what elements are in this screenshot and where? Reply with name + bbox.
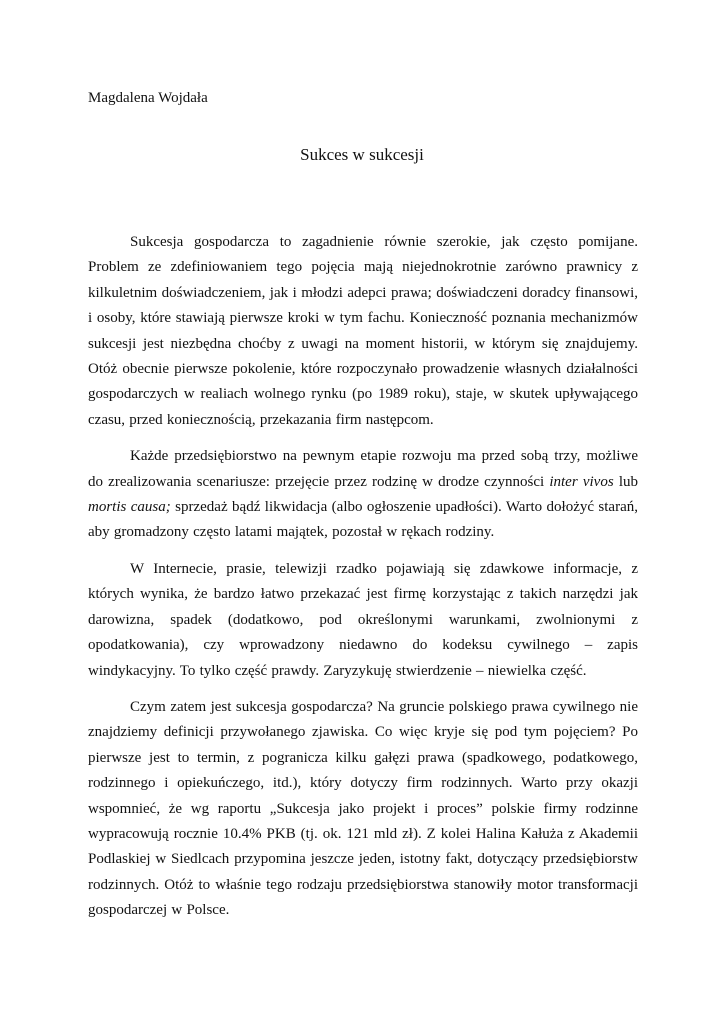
paragraph-2-text-after: sprzedaż bądź likwidacja (albo ogłoszenie upadłości). Warto dołożyć starań, aby gromadzony często latami majątek, pozostał w rękach rodziny. bbox=[88, 499, 638, 541]
paragraph-2-italic-inter-vivos: inter vivos bbox=[549, 473, 614, 490]
document-title: Sukces w sukcesji bbox=[300, 145, 424, 164]
paragraph-2-italic-mortis-causa: mortis causa; bbox=[88, 499, 171, 516]
paragraph-1: Sukcesja gospodarcza to zagadnienie równie szerokie, jak często pomijane. Problem ze zdefiniowaniem tego pojęcia mają niejednokrotnie zarówno prawnicy z kilkuletnim doświadczeniem, jak i młodzi adepci prawa; doświadczeni doradcy finansowi, i osoby, które stawiają pierwsze kroki w tym fachu. Konieczność poznania mechanizmów sukcesji jest niezbędna choćby z uwagi na moment historii, w którym się znajdujemy. Otóż obecnie pierwsze pokolenie, które rozpoczynało prowadzenie własnych działalności gospodarczych w realiach wolnego rynku (po 1989 roku), staje, w skutek upływającego czasu, przed koniecznością, przekazania firm następcom. bbox=[88, 234, 638, 428]
paragraph-2-text-middle: lub bbox=[613, 473, 638, 490]
paragraph-3: W Internecie, prasie, telewizji rzadko pojawiają się zdawkowe informacje, z których wynika, że bardzo łatwo przekazać jest firmę korzystając z takich narzędzi jak darowizna, spadek (dodatkowo, pod określonymi warunkami, zwolnionymi z opodatkowania), czy wprowadzony niedawno do kodeksu cywilnego – zapis windykacyjny. To tylko część prawdy. Zaryzykuję stwierdzenie – niewielka część. bbox=[88, 560, 638, 679]
paragraph-2 bbox=[88, 444, 638, 546]
paragraph-4: Czym zatem jest sukcesja gospodarcza? Na gruncie polskiego prawa cywilnego nie znajdziemy definicji przywołanego zjawiska. Co więc kryje się pod tym pojęciem? Po pierwsze jest to termin, z pogranicza kilku gałęzi prawa (spadkowego, podatkowego, rodzinnego i opiekuńczego, itd.), który dotyczy firm rodzinnych. Warto przy okazji wspomnieć, że wg raportu „Sukcesja jako projekt i proces” polskie firmy rodzinne wypracowują rocznie 10.4% PKB (tj. ok. 121 mld zł). Z kolei Halina Kałuża z Akademii Podlaskiej w Siedlcach przypomina jeszcze jeden, istotny fakt, dotyczący przedsiębiorstw rodzinnych. Otóż to właśnie tego rodzaju przedsiębiorstwa stanowiły motor transformacji gospodarczej w Polsce. bbox=[88, 698, 638, 919]
paragraph-2-text-before: Każde przedsiębiorstwo na pewnym etapie rozwoju ma przed sobą trzy, możliwe do zrealizowania scenariusze: przejęcie przez rodzinę w drodze czynności bbox=[88, 448, 638, 490]
author-name: Magdalena Wojdała bbox=[88, 90, 208, 106]
document-body bbox=[88, 230, 638, 935]
